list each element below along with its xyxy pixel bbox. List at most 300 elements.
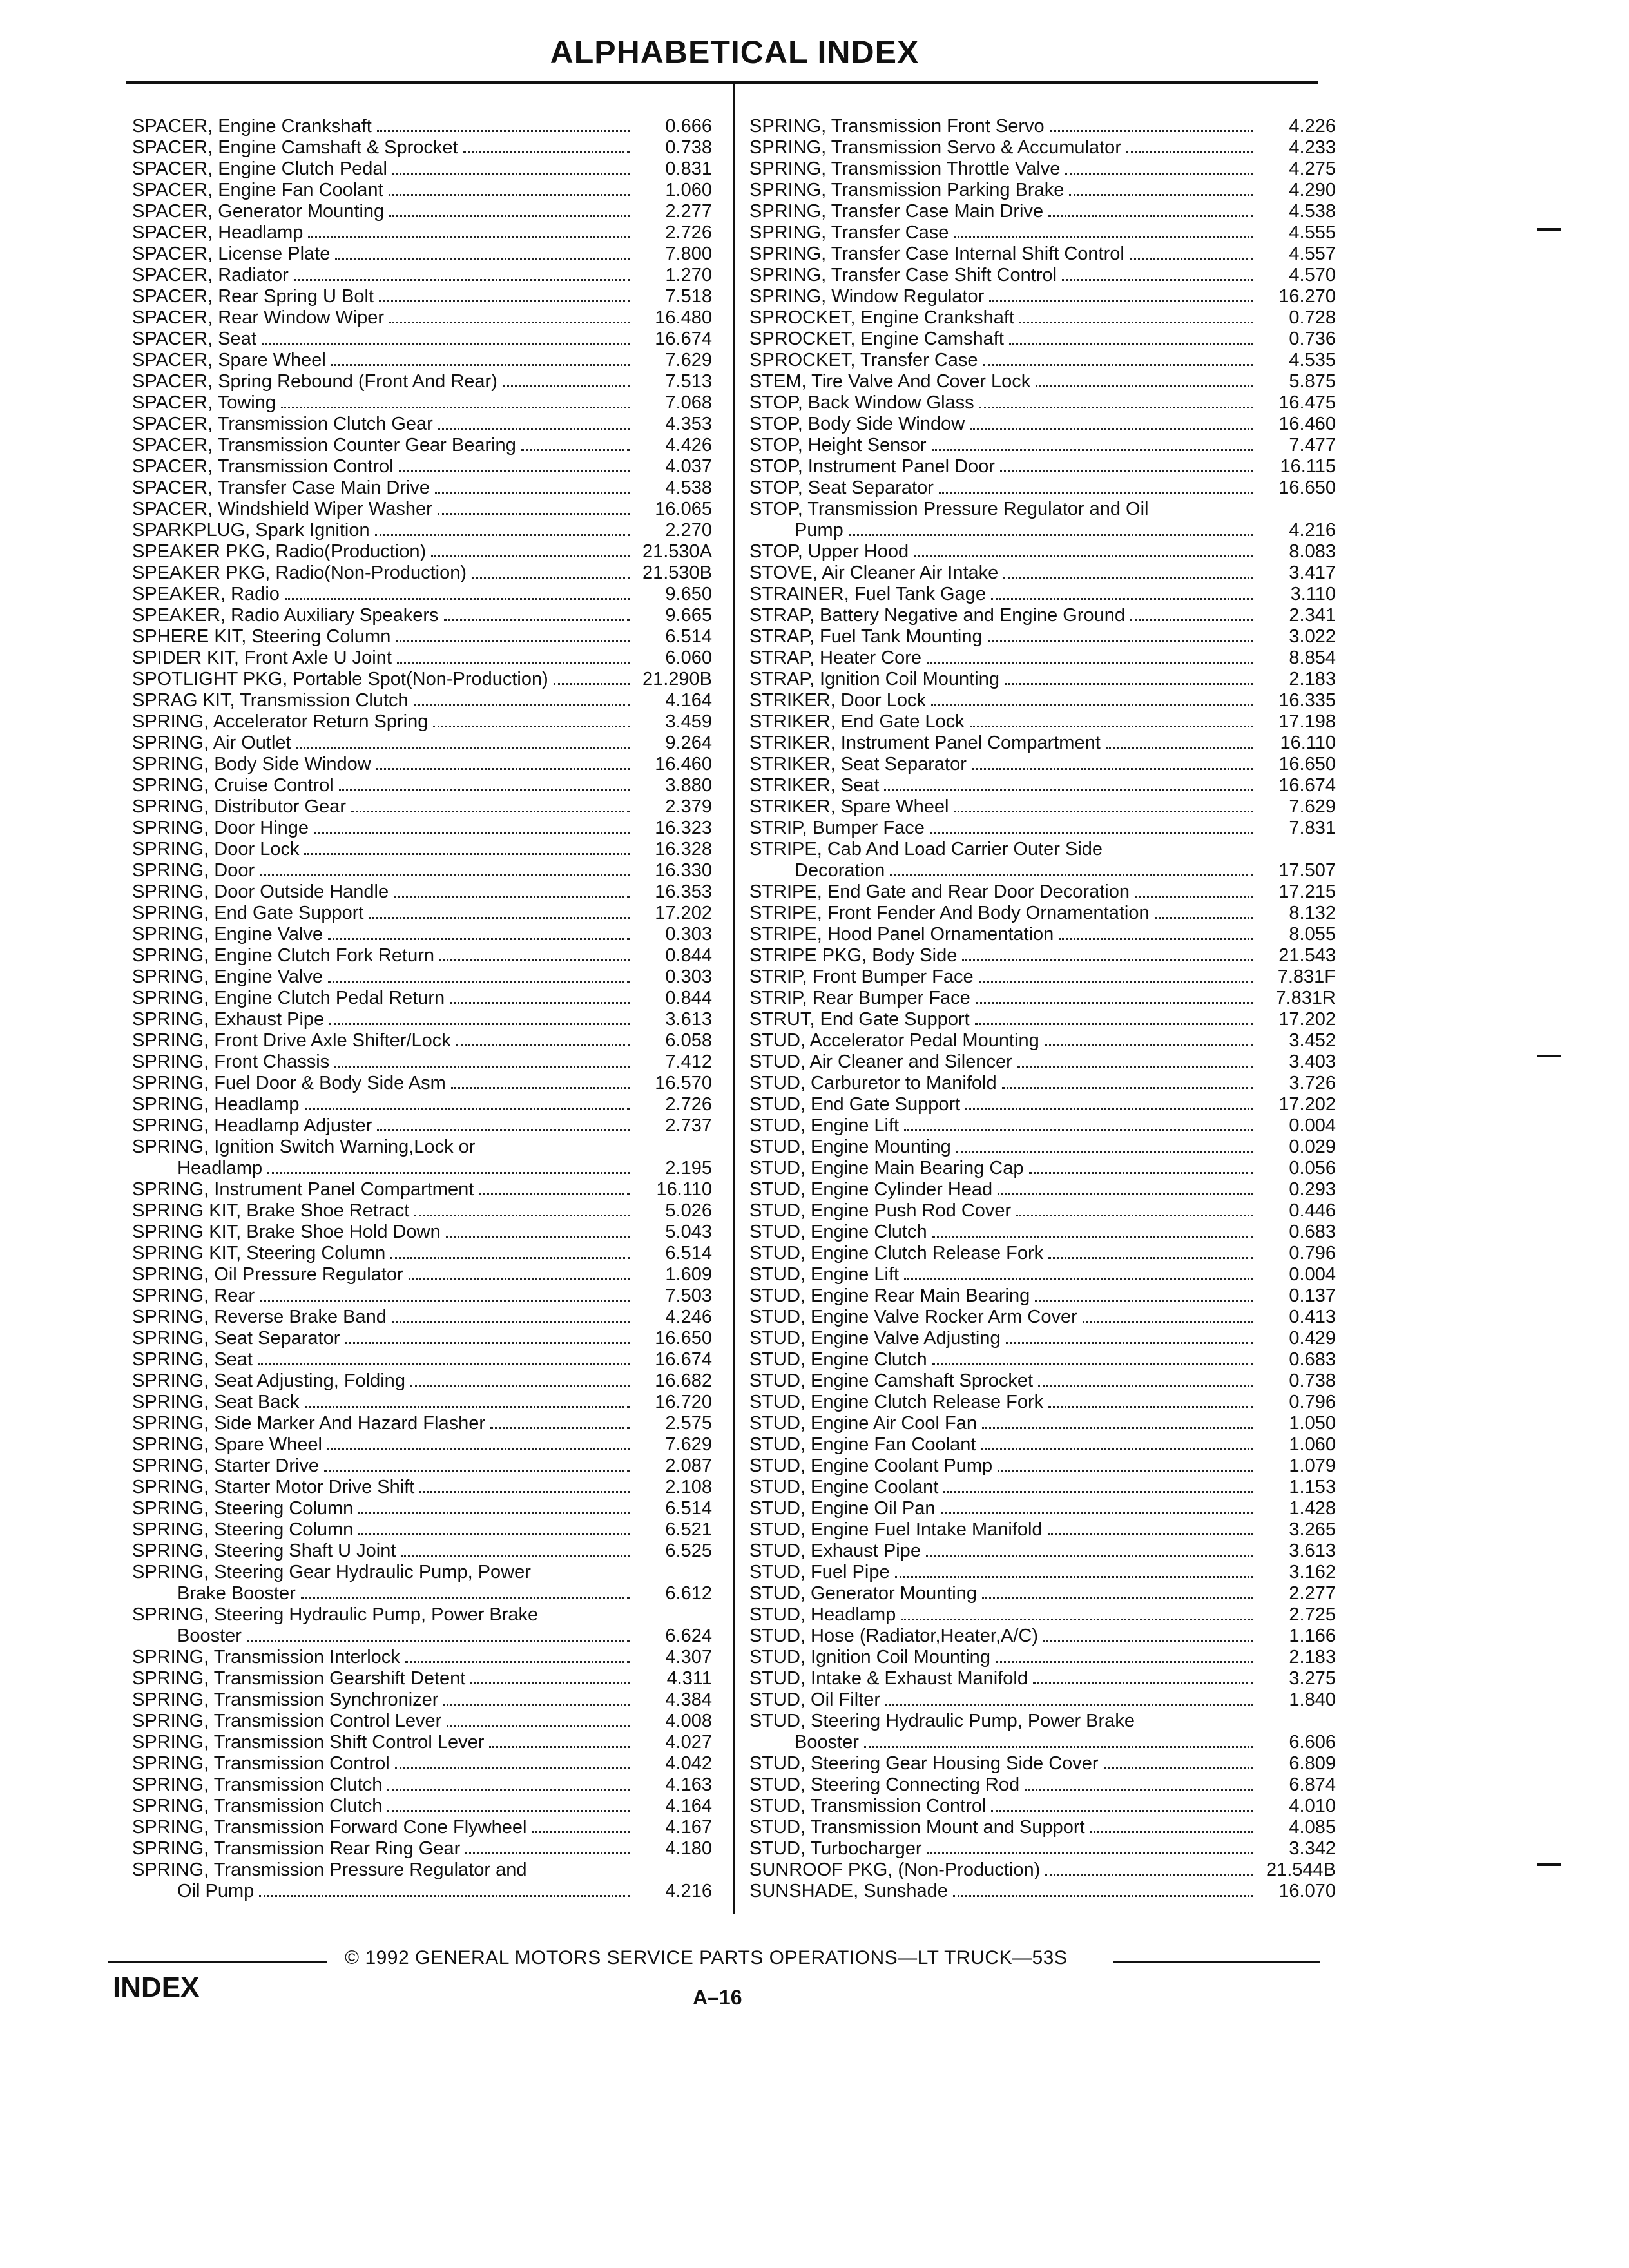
dot-leader: [281, 407, 630, 408]
entry-name: SPRING, Ignition Switch Warning,Lock or: [132, 1137, 476, 1157]
dot-leader: [982, 1427, 1253, 1429]
dot-leader: [970, 428, 1253, 430]
index-entry: [132, 1583, 712, 1604]
entry-reference: 4.216: [1289, 520, 1336, 541]
index-entry: [749, 1881, 1336, 1902]
dot-leader: [1009, 343, 1253, 345]
dot-leader: [1029, 1172, 1253, 1174]
dot-leader: [392, 173, 630, 175]
entry-reference: 3.452: [1289, 1030, 1336, 1051]
dot-leader: [296, 747, 630, 749]
index-entry: [132, 1413, 712, 1434]
index-entry: [749, 1647, 1336, 1668]
index-entry: [749, 1222, 1336, 1243]
dot-leader: [294, 279, 630, 281]
entry-reference: 16.460: [655, 754, 712, 774]
entry-reference: 8.854: [1289, 648, 1336, 668]
entry-reference: 6.514: [665, 1243, 712, 1264]
dot-leader: [1104, 1767, 1253, 1769]
entry-name: STRIKER, End Gate Lock: [749, 711, 965, 732]
entry-name: STOP, Instrument Panel Door: [749, 456, 995, 477]
dot-leader: [389, 194, 630, 196]
entry-name: SPACER, Generator Mounting: [132, 201, 385, 222]
entry-name: SPRAG KIT, Transmission Clutch: [132, 690, 409, 711]
entry-reference: 3.726: [1289, 1073, 1336, 1093]
entry-reference: 16.674: [655, 1349, 712, 1370]
dot-leader: [521, 449, 630, 451]
index-entry: [132, 329, 712, 350]
index-entry: [749, 1392, 1336, 1413]
entry-reference: 4.164: [665, 1796, 712, 1816]
entry-reference: 6.521: [665, 1519, 712, 1540]
entry-reference: 3.110: [1290, 584, 1336, 604]
entry-name: SPACER, Radiator: [132, 265, 289, 285]
index-entry: [132, 116, 712, 137]
entry-name: SPRING, Transmission Clutch: [132, 1774, 383, 1795]
index-entry: [749, 1158, 1336, 1179]
entry-name: SPACER, Engine Crankshaft: [132, 116, 372, 137]
dot-leader: [328, 981, 630, 983]
entry-reference: 16.570: [655, 1073, 712, 1093]
index-entry: [132, 1434, 712, 1456]
dot-leader: [1048, 215, 1253, 217]
index-entry: [132, 924, 712, 945]
dot-leader: [472, 577, 630, 579]
entry-name: STUD, Engine Mounting: [749, 1137, 951, 1157]
entry-reference: 6.612: [665, 1583, 712, 1604]
index-entry: [749, 605, 1336, 626]
index-entry: [749, 818, 1336, 839]
index-entry: [132, 541, 712, 562]
dot-leader: [939, 492, 1253, 494]
dot-leader: [479, 1193, 630, 1195]
dot-leader: [884, 789, 1253, 791]
index-entry: [749, 265, 1336, 286]
entry-name: STRIKER, Instrument Panel Compartment: [749, 733, 1101, 753]
entry-name: SPRING, Door Lock: [132, 839, 300, 860]
index-entry: [132, 1200, 712, 1222]
dot-leader: [1006, 1342, 1253, 1344]
dot-leader: [1038, 1385, 1253, 1387]
index-entry: [132, 1647, 712, 1668]
entry-reference: 6.606: [1289, 1732, 1336, 1753]
dot-leader: [991, 598, 1253, 600]
entry-name: SPRING, Engine Valve: [132, 966, 323, 987]
dot-leader: [1048, 1533, 1253, 1535]
entry-name: SPRING, Transfer Case: [749, 222, 949, 243]
entry-name: Booster: [177, 1626, 242, 1646]
entry-name: STUD, Engine Lift: [749, 1115, 900, 1136]
dot-leader: [351, 811, 630, 812]
index-entry: [749, 456, 1336, 477]
index-entry: [749, 1817, 1336, 1838]
index-entry: [132, 966, 712, 988]
dot-leader: [301, 1597, 630, 1599]
dot-leader: [389, 322, 630, 323]
dot-leader: [914, 555, 1253, 557]
entry-reference: 17.215: [1278, 881, 1336, 902]
entry-name: SPRING, Transmission Synchronizer: [132, 1689, 439, 1710]
index-entry: [749, 1285, 1336, 1307]
dot-leader: [444, 619, 630, 621]
index-entry: [132, 1881, 712, 1902]
entry-reference: 4.027: [665, 1732, 712, 1753]
entry-name: SPRING, Starter Motor Drive Shift: [132, 1477, 415, 1497]
index-entry: [132, 1562, 712, 1583]
dot-leader: [401, 1555, 630, 1557]
section-label: INDEX: [113, 1972, 200, 2003]
entry-reference: 3.162: [1289, 1562, 1336, 1582]
entry-name: SPRING KIT, Steering Column: [132, 1243, 386, 1264]
dot-leader: [443, 1704, 630, 1706]
margin-tick: [1537, 1863, 1561, 1866]
entry-name: STUD, Transmission Control: [749, 1796, 987, 1816]
index-entry: [749, 733, 1336, 754]
entry-name: STUD, Engine Fan Coolant: [749, 1434, 976, 1455]
index-entry: [749, 1328, 1336, 1349]
index-entry: [749, 541, 1336, 562]
dot-leader: [1045, 1044, 1253, 1046]
entry-reference: 0.056: [1289, 1158, 1336, 1178]
entry-name: SPACER, Headlamp: [132, 222, 304, 243]
index-entry: [749, 1711, 1336, 1732]
entry-name: SPRING, Transmission Control: [132, 1753, 390, 1774]
entry-name: SPRING, Body Side Window: [132, 754, 371, 774]
entry-reference: 0.736: [1289, 329, 1336, 349]
entry-reference: 1.270: [665, 265, 712, 285]
dot-leader: [1016, 1215, 1253, 1216]
entry-name: STUD, Exhaust Pipe: [749, 1541, 921, 1561]
entry-reference: 17.202: [655, 903, 712, 923]
index-entry: [749, 839, 1336, 860]
index-entry: [132, 286, 712, 307]
dot-leader: [927, 1852, 1253, 1854]
entry-reference: 2.183: [1289, 669, 1336, 689]
entry-name: STRIP, Front Bumper Face: [749, 966, 974, 987]
dot-leader: [975, 1023, 1253, 1025]
column-divider: [733, 84, 735, 1914]
index-entry: [749, 1456, 1336, 1477]
entry-reference: 16.720: [655, 1392, 712, 1412]
entry-name: STRIP, Rear Bumper Face: [749, 988, 970, 1008]
dot-leader: [1002, 1087, 1253, 1089]
entry-reference: 4.037: [665, 456, 712, 477]
index-entry: [749, 1860, 1336, 1881]
entry-name: STOP, Back Window Glass: [749, 392, 974, 413]
dot-leader: [260, 1300, 630, 1302]
entry-name: SPRING, Steering Gear Hydraulic Pump, Power: [132, 1562, 531, 1582]
index-entry: [132, 1626, 712, 1647]
entry-name: SPRING, Steering Hydraulic Pump, Power Brake: [132, 1604, 539, 1625]
entry-name: SPACER, Transfer Case Main Drive: [132, 477, 430, 498]
index-entry: [132, 1817, 712, 1838]
entry-reference: 5.043: [665, 1222, 712, 1242]
index-entry: [749, 286, 1336, 307]
entry-name: SPRING, Air Outlet: [132, 733, 291, 753]
entry-reference: 0.683: [1289, 1222, 1336, 1242]
entry-name: SPRING KIT, Brake Shoe Hold Down: [132, 1222, 441, 1242]
entry-reference: 1.060: [665, 180, 712, 200]
index-entry: [749, 116, 1336, 137]
index-entry: [749, 669, 1336, 690]
entry-name: SPRING, Transfer Case Internal Shift Control: [749, 244, 1124, 264]
entry-reference: 7.831R: [1275, 988, 1336, 1008]
index-entry: [132, 1477, 712, 1498]
entry-reference: 4.555: [1289, 222, 1336, 243]
index-entry: [749, 1200, 1336, 1222]
entry-name: SPRING, Fuel Door & Body Side Asm: [132, 1073, 446, 1093]
index-entry: [132, 1009, 712, 1030]
index-entry: [749, 903, 1336, 924]
dot-leader: [394, 896, 630, 898]
dot-leader: [979, 407, 1253, 408]
entry-name: STRIKER, Seat Separator: [749, 754, 967, 774]
entry-name: SUNSHADE, Sunshade: [749, 1881, 948, 1901]
entry-reference: 5.875: [1289, 371, 1336, 392]
entry-name: Pump: [795, 520, 843, 541]
entry-reference: 17.198: [1278, 711, 1336, 732]
entry-reference: 4.164: [665, 690, 712, 711]
entry-reference: 1.166: [1289, 1626, 1336, 1646]
entry-reference: 0.738: [1289, 1370, 1336, 1391]
index-entry: [749, 392, 1336, 414]
index-entry: [132, 1860, 712, 1881]
dot-leader: [414, 1215, 630, 1216]
index-entry: [132, 222, 712, 244]
entry-reference: 17.507: [1278, 860, 1336, 881]
entry-name: STUD, Engine Valve Rocker Arm Cover: [749, 1307, 1077, 1327]
entry-reference: 0.844: [665, 988, 712, 1008]
index-entry: [132, 435, 712, 456]
entry-name: STUD, Engine Lift: [749, 1264, 900, 1285]
entry-name: STUD, Accelerator Pedal Mounting: [749, 1030, 1039, 1051]
entry-name: SPHERE KIT, Steering Column: [132, 626, 391, 647]
index-entry: [132, 1753, 712, 1774]
entry-name: STRAP, Fuel Tank Mounting: [749, 626, 983, 647]
entry-name: SPACER, Engine Clutch Pedal: [132, 159, 388, 179]
entry-name: STUD, Fuel Pipe: [749, 1562, 890, 1582]
index-entry: [749, 1604, 1336, 1626]
entry-name: SPRING, Instrument Panel Compartment: [132, 1179, 474, 1200]
entry-reference: 4.426: [665, 435, 712, 456]
entry-reference: 16.323: [655, 818, 712, 838]
index-entry: [749, 860, 1336, 881]
entry-name: SPRING, Transmission Forward Cone Flywheel: [132, 1817, 527, 1838]
entry-reference: 2.726: [665, 222, 712, 243]
entry-reference: 16.682: [655, 1370, 712, 1391]
dot-leader: [953, 1895, 1253, 1897]
dot-leader: [931, 704, 1253, 706]
index-entry: [132, 711, 712, 733]
entry-reference: 16.110: [656, 1179, 712, 1200]
index-entry: [749, 180, 1336, 201]
index-entry: [132, 754, 712, 775]
index-entry: [132, 1732, 712, 1753]
entry-name: SPRING, Steering Column: [132, 1498, 354, 1519]
entry-name: SPACER, Towing: [132, 392, 276, 413]
entry-reference: 6.525: [665, 1541, 712, 1561]
dot-leader: [446, 1236, 630, 1238]
dot-leader: [433, 726, 630, 727]
dot-leader: [927, 662, 1253, 664]
entry-reference: 6.624: [665, 1626, 712, 1646]
dot-leader: [470, 1682, 630, 1684]
index-entry: [132, 244, 712, 265]
index-entry: [749, 1774, 1336, 1796]
entry-reference: 4.085: [1289, 1817, 1336, 1838]
entry-name: STUD, Engine Coolant Pump: [749, 1456, 993, 1476]
entry-reference: 16.065: [655, 499, 712, 519]
entry-reference: 0.844: [665, 945, 712, 966]
dot-leader: [965, 1108, 1253, 1110]
dot-leader: [397, 662, 630, 664]
dot-leader: [849, 534, 1253, 536]
index-entry: [749, 1243, 1336, 1264]
index-entry: [132, 1498, 712, 1519]
index-entry: [132, 1137, 712, 1158]
entry-name: STUD, Generator Mounting: [749, 1583, 977, 1604]
dot-leader: [329, 1023, 630, 1025]
entry-name: SPACER, Spring Rebound (Front And Rear): [132, 371, 497, 392]
entry-name: STEM, Tire Valve And Cover Lock: [749, 371, 1031, 392]
entry-reference: 4.233: [1289, 137, 1336, 158]
entry-name: SPACER, Seat: [132, 329, 256, 349]
entry-reference: 7.831: [1289, 818, 1336, 838]
footer-copyright: © 1992 GENERAL MOTORS SERVICE PARTS OPERATIONS—LT TRUCK—53S: [345, 1947, 1068, 1968]
entry-name: SPRING, Seat Back: [132, 1392, 300, 1412]
index-entry: [132, 499, 712, 520]
entry-reference: 1.079: [1289, 1456, 1336, 1476]
dot-leader: [901, 1619, 1253, 1620]
entry-reference: 4.538: [665, 477, 712, 498]
page-number: A–16: [693, 1986, 742, 2009]
index-entry: [132, 1668, 712, 1689]
index-entry: [132, 520, 712, 541]
index-entry: [132, 903, 712, 924]
entry-reference: 0.004: [1289, 1264, 1336, 1285]
dot-leader: [988, 640, 1253, 642]
entry-name: Booster: [795, 1732, 859, 1753]
dot-leader: [1048, 1406, 1253, 1408]
index-entry: [749, 1753, 1336, 1774]
index-entry: [749, 1307, 1336, 1328]
dot-leader: [399, 470, 630, 472]
entry-reference: 7.068: [665, 392, 712, 413]
entry-reference: 8.083: [1289, 541, 1336, 562]
dot-leader: [943, 1491, 1253, 1493]
entry-reference: 1.060: [1289, 1434, 1336, 1455]
dot-leader: [410, 1385, 630, 1387]
dot-leader: [895, 1576, 1253, 1578]
entry-name: SPRING, Transmission Interlock: [132, 1647, 400, 1667]
dot-leader: [1130, 258, 1253, 260]
index-entry: [749, 881, 1336, 903]
dot-leader: [932, 449, 1253, 451]
index-entry: [749, 945, 1336, 966]
dot-leader: [331, 364, 630, 366]
dot-leader: [260, 874, 630, 876]
index-entry: [132, 1838, 712, 1860]
index-entry: [132, 180, 712, 201]
index-entry: [132, 690, 712, 711]
entry-reference: 16.650: [1278, 477, 1336, 498]
entry-name: STRIPE PKG, Body Side: [749, 945, 958, 966]
entry-name: SPRING, Engine Clutch Fork Return: [132, 945, 435, 966]
footer-rule-left: [108, 1961, 327, 1963]
entry-reference: 7.831F: [1277, 966, 1336, 987]
dot-leader: [314, 832, 630, 834]
index-entry: [132, 371, 712, 392]
entry-reference: 6.874: [1289, 1774, 1336, 1795]
entry-name: STRIP, Bumper Face: [749, 818, 925, 838]
dot-leader: [335, 258, 630, 260]
dot-leader: [926, 1555, 1253, 1557]
dot-leader: [1083, 1321, 1253, 1323]
dot-leader: [339, 789, 630, 791]
entry-name: STUD, Headlamp: [749, 1604, 896, 1625]
entry-reference: 0.303: [665, 924, 712, 945]
entry-reference: 4.246: [665, 1307, 712, 1327]
entry-name: STUD, Engine Rear Main Bearing: [749, 1285, 1030, 1306]
entry-reference: 9.264: [665, 733, 712, 753]
index-entry: [132, 137, 712, 159]
index-entry: [132, 1392, 712, 1413]
index-entry: [749, 1094, 1336, 1115]
entry-name: SPACER, Rear Window Wiper: [132, 307, 385, 328]
entry-name: SPRING, Transfer Case Main Drive: [749, 201, 1044, 222]
dot-leader: [308, 236, 630, 238]
entry-reference: 1.428: [1289, 1498, 1336, 1519]
entry-reference: 2.575: [665, 1413, 712, 1434]
entry-name: STOVE, Air Cleaner Air Intake: [749, 562, 999, 583]
entry-name: STUD, Turbocharger: [749, 1838, 922, 1859]
entry-reference: 4.042: [665, 1753, 712, 1774]
dot-leader: [387, 1810, 630, 1812]
entry-name: SPRING, Transmission Shift Control Lever: [132, 1732, 485, 1753]
dot-leader: [532, 1831, 630, 1833]
entry-reference: 4.538: [1289, 201, 1336, 222]
dot-leader: [435, 492, 630, 494]
entry-name: STRIKER, Door Lock: [749, 690, 926, 711]
entry-reference: 16.335: [1278, 690, 1336, 711]
entry-name: Decoration: [795, 860, 885, 881]
footer-rule-right: [1113, 1961, 1320, 1963]
entry-name: STUD, Ignition Coil Mounting: [749, 1647, 990, 1667]
index-entry: [749, 244, 1336, 265]
entry-name: SPACER, License Plate: [132, 244, 331, 264]
dot-leader: [1019, 322, 1253, 323]
dot-leader: [358, 1512, 630, 1514]
entry-name: SPEAKER PKG, Radio(Non-Production): [132, 562, 467, 583]
header-rule: [126, 81, 1318, 84]
index-entry: [132, 265, 712, 286]
entry-reference: 4.216: [665, 1881, 712, 1901]
index-entry: [749, 1073, 1336, 1094]
entry-reference: 2.277: [665, 201, 712, 222]
entry-name: STUD, Engine Camshaft Sprocket: [749, 1370, 1034, 1391]
entry-reference: 4.290: [1289, 180, 1336, 200]
dot-leader: [904, 1129, 1253, 1131]
entry-name: SPRING, Engine Clutch Pedal Return: [132, 988, 445, 1008]
entry-name: SPROCKET, Engine Camshaft: [749, 329, 1004, 349]
dot-leader: [451, 1087, 630, 1089]
entry-reference: 17.202: [1278, 1094, 1336, 1115]
dot-leader: [465, 1852, 630, 1854]
entry-reference: 9.650: [665, 584, 712, 604]
entry-reference: 7.412: [665, 1052, 712, 1072]
index-entry: [749, 1434, 1336, 1456]
index-entry: [132, 1541, 712, 1562]
